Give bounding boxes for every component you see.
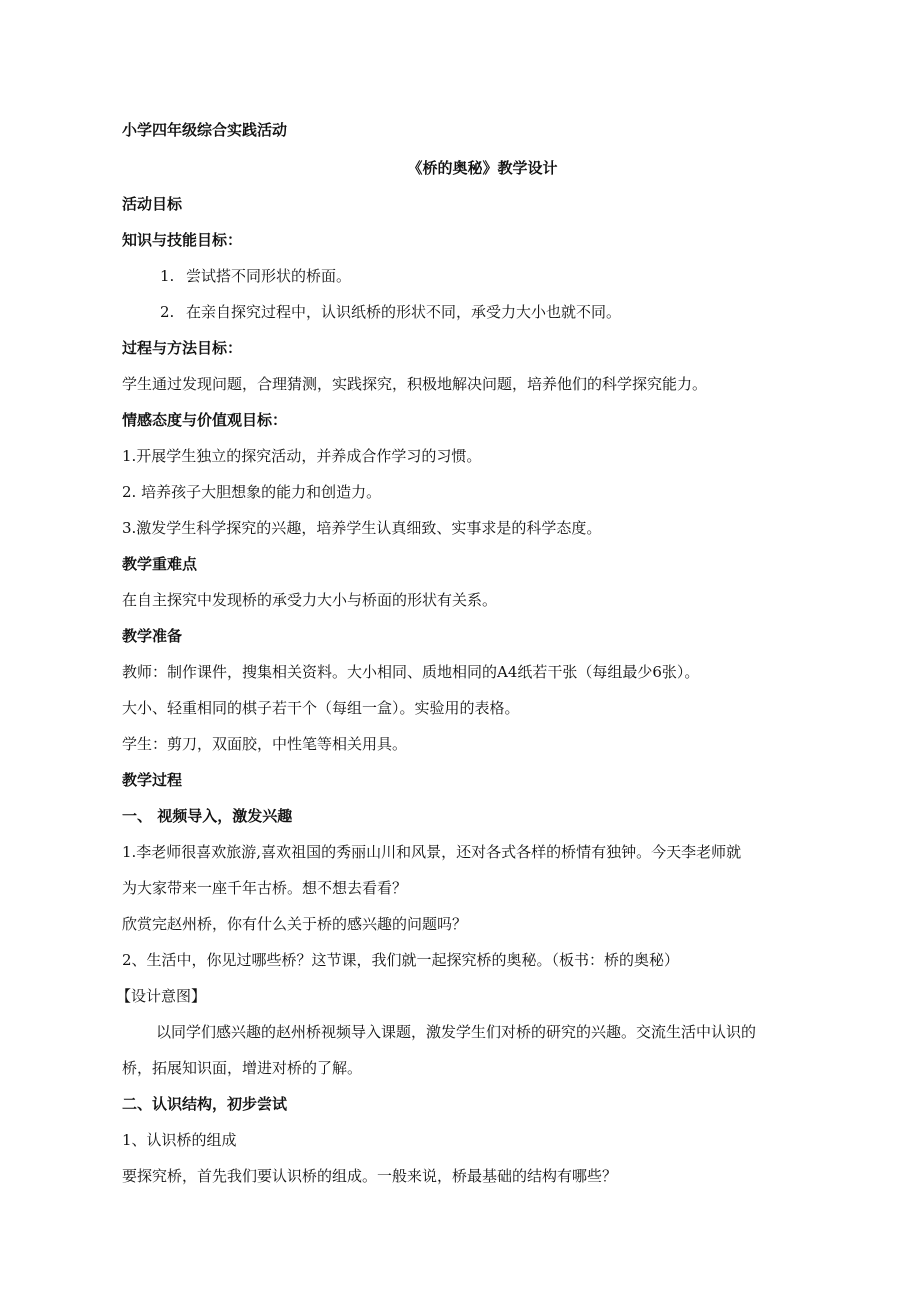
heading-process-methods: 过程与方法目标： xyxy=(122,339,243,357)
prep-line-materials: 大小、轻重相同的棋子若干个（每组一盒）。实验用的表格。 xyxy=(122,699,520,717)
section-1-line-1: 1.李老师很喜欢旅游,喜欢祖国的秀丽山川和风景，还对各式各样的桥情有独钟。今天李老师就 xyxy=(122,843,742,861)
emotion-item-3: 3.激发学生科学探究的兴趣，培养学生认真细致、实事求是的科学态度。 xyxy=(122,519,602,537)
heading-activity-goals: 活动目标 xyxy=(122,195,183,213)
section-2-subheading: 1、认识桥的组成 xyxy=(122,1131,237,1149)
section-2-paragraph: 要探究桥，首先我们要认识桥的组成。一般来说，桥最基础的结构有哪些？ xyxy=(122,1167,618,1185)
knowledge-item-1 xyxy=(160,266,800,286)
design-intent-label: 【设计意图】 xyxy=(116,987,207,1005)
knowledge-item-2 xyxy=(160,302,800,322)
prep-line-student: 学生：剪刀，双面胶，中性笔等相关用具。 xyxy=(122,735,408,753)
design-intent-line-2: 桥，拓展知识面，增进对桥的了解。 xyxy=(122,1059,363,1077)
design-intent-line-1: 以同学们感兴趣的赵州桥视频导入课题，激发学生们对桥的研究的兴趣。交流生活中认识的 xyxy=(156,1023,757,1041)
doc-header: 小学四年级综合实践活动 xyxy=(122,121,288,139)
difficulty-paragraph: 在自主探究中发现桥的承受力大小与桥面的形状有关系。 xyxy=(122,591,498,609)
heading-emotion-values: 情感态度与价值观目标： xyxy=(122,411,288,429)
section-2-heading: 二、认识结构，初步尝试 xyxy=(122,1095,288,1113)
heading-teaching-process: 教学过程 xyxy=(122,771,183,789)
heading-key-difficulties: 教学重难点 xyxy=(122,555,198,573)
list-item-text: 在亲自探究过程中，认识纸桥的形状不同，承受力大小也就不同。 xyxy=(186,303,622,321)
section-1-heading: 一、 视频导入，激发兴趣 xyxy=(122,807,293,825)
heading-knowledge-skills: 知识与技能目标： xyxy=(122,231,243,249)
prep-line-teacher: 教师：制作课件，搜集相关资料。大小相同、质地相同的A4纸若干张（每组最少6张）。 xyxy=(122,663,700,681)
heading-teaching-prep: 教学准备 xyxy=(122,627,183,645)
emotion-item-2: 2. 培养孩子大胆想象的能力和创造力。 xyxy=(122,483,382,501)
process-paragraph: 学生通过发现问题，合理猜测，实践探究，积极地解决问题，培养他们的科学探究能力。 xyxy=(122,375,708,393)
doc-title: 《桥的奥秘》教学设计 xyxy=(407,159,558,177)
section-1-line-3: 欣赏完赵州桥，你有什么关于桥的感兴趣的问题吗？ xyxy=(122,915,468,933)
section-1-line-4: 2、生活中，你见过哪些桥？这节课，我们就一起探究桥的奥秘。（板书：桥的奥秘） xyxy=(122,951,680,969)
section-1-line-2: 为大家带来一座千年古桥。想不想去看看？ xyxy=(122,879,408,897)
list-number: 2. xyxy=(160,303,175,321)
list-number: 1. xyxy=(160,267,175,285)
emotion-item-1: 1.开展学生独立的探究活动，并养成合作学习的习惯。 xyxy=(122,447,482,465)
list-item-text: 尝试搭不同形状的桥面。 xyxy=(186,267,352,285)
